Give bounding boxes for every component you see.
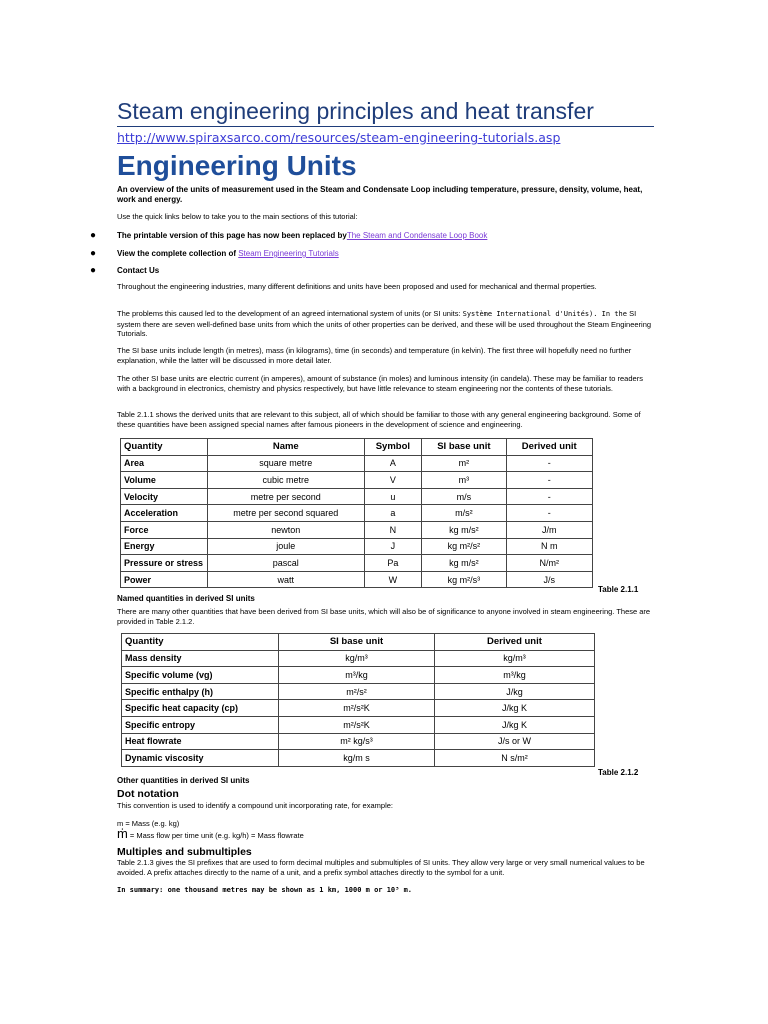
table-header: Derived unit <box>434 634 594 651</box>
table-cell: A <box>364 455 422 472</box>
bullet-icon: ● <box>90 230 97 241</box>
table-cell: metre per second <box>208 488 365 505</box>
paragraph <box>117 826 655 841</box>
table-cell: u <box>364 488 422 505</box>
table-cell: m³/kg <box>279 667 435 684</box>
table-header: Name <box>208 439 365 456</box>
paragraph-text: = Mass flow per time unit (e.g. kg/h) = Mass flowrate <box>127 831 304 840</box>
table-cell: W <box>364 571 422 588</box>
table-row <box>121 505 593 522</box>
table-cell: pascal <box>208 555 365 572</box>
table-cell: m² kg/s³ <box>279 733 435 750</box>
table-cell: Specific volume (vg) <box>122 667 279 684</box>
table-cell: N/m² <box>506 555 593 572</box>
paragraph: This convention is used to identify a compound unit incorporating rate, for example: <box>117 801 393 810</box>
table-header: Derived unit <box>506 439 593 456</box>
bullet-item <box>90 248 339 259</box>
bullet-text: View the complete collection of <box>117 249 239 258</box>
table-2-1-1 <box>120 438 593 588</box>
table-row <box>121 538 593 555</box>
bullet-item[interactable] <box>90 265 159 276</box>
table-cell: Energy <box>121 538 208 555</box>
bullet-icon: ● <box>90 248 97 259</box>
table-row <box>122 716 595 733</box>
table-row <box>122 700 595 717</box>
table-row <box>121 555 593 572</box>
table-cell: J/kg <box>434 683 594 700</box>
table-cell: Force <box>121 521 208 538</box>
table-cell: kg m/s² <box>422 521 506 538</box>
table-cell: kg/m³ <box>434 650 594 667</box>
table-cell: Velocity <box>121 488 208 505</box>
table-row <box>122 683 595 700</box>
table-cell: Pa <box>364 555 422 572</box>
section-heading: Multiples and submultiples <box>117 846 252 858</box>
table-cell: m² <box>422 455 506 472</box>
table-row <box>122 667 595 684</box>
table-header: SI base unit <box>279 634 435 651</box>
table-cell: Heat flowrate <box>122 733 279 750</box>
summary-text: In summary: one thousand metres may be shown as 1 km, 1000 m or 10³ m. <box>117 886 413 894</box>
section-heading: Dot notation <box>117 788 179 800</box>
table-subcaption: Other quantities in derived SI units <box>117 776 250 785</box>
table-cell: Mass density <box>122 650 279 667</box>
table-cell: a <box>364 505 422 522</box>
table-cell: V <box>364 472 422 489</box>
book-link[interactable]: The Steam and Condensate Loop Book <box>346 231 488 240</box>
table-cell: N s/m² <box>434 750 594 767</box>
table-row <box>121 455 593 472</box>
quicklinks-text: Use the quick links below to take you to the main sections of this tutorial: <box>117 212 358 221</box>
table-header: Quantity <box>121 439 208 456</box>
m-dot-symbol: ṁ <box>117 826 128 841</box>
paragraph-text: SI system there are seven well-defined base units from which the units of other properties can be derived, and these will be used throughout the Steam Engineering Tutorials. <box>117 309 652 338</box>
intro-text: An overview of the units of measurement used in the Steam and Condensate Loop including temperature, pressure, density, volume, heat, work and energy. <box>117 185 643 204</box>
table-cell: m²/s²K <box>279 716 435 733</box>
table-row <box>121 488 593 505</box>
table-cell: m/s² <box>422 505 506 522</box>
paragraph: The SI base units include length (in metres), mass (in kilograms), time (in seconds) and temperature (in kelvin). The first three will hopefully need no further explanation, while the latter will be discussed in more detail later. <box>117 346 632 365</box>
table-caption: Table 2.1.2 <box>598 768 639 777</box>
table-cell: kg/m³ <box>279 650 435 667</box>
table-2-1-2 <box>121 633 595 767</box>
bullet-text: The printable version of this page has now been replaced by <box>117 231 347 240</box>
table-cell: - <box>506 472 593 489</box>
table-cell: newton <box>208 521 365 538</box>
table-subcaption: Named quantities in derived SI units <box>117 594 255 603</box>
table-cell: m²/s²K <box>279 700 435 717</box>
bullet-item <box>90 230 487 241</box>
table-cell: J/m <box>506 521 593 538</box>
table-cell: metre per second squared <box>208 505 365 522</box>
table-row <box>122 750 595 767</box>
table-cell: Pressure or stress <box>121 555 208 572</box>
tutorials-link[interactable]: Steam Engineering Tutorials <box>238 249 339 258</box>
table-cell: Specific enthalpy (h) <box>122 683 279 700</box>
table-cell: Area <box>121 455 208 472</box>
paragraph: m = Mass (e.g. kg) <box>117 819 180 828</box>
page-title: Engineering Units <box>117 150 357 181</box>
table-cell: square metre <box>208 455 365 472</box>
table-cell: m³/kg <box>434 667 594 684</box>
table-cell: kg m/s² <box>422 555 506 572</box>
table-cell: - <box>506 455 593 472</box>
table-cell: m²/s² <box>279 683 435 700</box>
table-caption: Table 2.1.1 <box>598 585 639 594</box>
table-cell: Dynamic viscosity <box>122 750 279 767</box>
table-cell: J/kg K <box>434 716 594 733</box>
paragraph <box>117 309 655 339</box>
table-cell: J <box>364 538 422 555</box>
table-cell: Acceleration <box>121 505 208 522</box>
table-cell: cubic metre <box>208 472 365 489</box>
source-url-link[interactable]: http://www.spiraxsarco.com/resources/steam-engineering-tutorials.asp <box>117 130 561 145</box>
table-header: Quantity <box>122 634 279 651</box>
table-cell: - <box>506 488 593 505</box>
table-cell: watt <box>208 571 365 588</box>
paragraph: Table 2.1.3 gives the SI prefixes that are used to form decimal multiples and submultiples of SI units. They allow very large or very small numerical values to be avoided. A prefix attaches directly to the name of a unit, and a prefix symbol attaches directly to the symbol for a unit. <box>117 858 645 877</box>
table-cell: m/s <box>422 488 506 505</box>
table-cell: N m <box>506 538 593 555</box>
table-cell: - <box>506 505 593 522</box>
table-row <box>122 650 595 667</box>
table-cell: Power <box>121 571 208 588</box>
table-header-row <box>121 439 593 456</box>
table-cell: J/kg K <box>434 700 594 717</box>
table-row <box>121 472 593 489</box>
table-cell: Specific heat capacity (cp) <box>122 700 279 717</box>
table-cell: J/s <box>506 571 593 588</box>
paragraph: Table 2.1.1 shows the derived units that are relevant to this subject, all of which should be familiar to those with any general engineering background. Some of these quantities have been assigned special names after famous pioneers in the development of science and engineering. <box>117 410 641 429</box>
table-cell: N <box>364 521 422 538</box>
table-cell: joule <box>208 538 365 555</box>
table-cell: kg/m s <box>279 750 435 767</box>
bullet-icon: ● <box>90 265 97 276</box>
table-header: Symbol <box>364 439 422 456</box>
site-title: Steam engineering principles and heat transfer <box>117 98 594 124</box>
table-row <box>121 521 593 538</box>
paragraph: The other SI base units are electric current (in amperes), amount of substance (in moles) and luminous intensity (in candela). These may be familiar to readers with a background in electronics, chemistry and physics respectively, but have little relevance to steam engineering nor the contents of these tutorials. <box>117 374 643 393</box>
table-cell: kg m²/s² <box>422 538 506 555</box>
si-name-text: Système International d'Unités). In the <box>462 310 627 318</box>
contact-us-link[interactable]: Contact Us <box>117 266 160 275</box>
table-row <box>122 733 595 750</box>
table-cell: Volume <box>121 472 208 489</box>
paragraph: There are many other quantities that have been derived from SI base units, which will also be of significance to anyone involved in steam engineering. These are provided in Table 2.1.2. <box>117 607 651 626</box>
table-cell: kg m²/s³ <box>422 571 506 588</box>
paragraph: Throughout the engineering industries, many different definitions and units have been proposed and used for mechanical and thermal properties. <box>117 282 597 291</box>
title-rule <box>117 126 654 127</box>
table-cell: m³ <box>422 472 506 489</box>
table-cell: Specific entropy <box>122 716 279 733</box>
table-row <box>121 571 593 588</box>
table-cell: J/s or W <box>434 733 594 750</box>
table-header-row <box>122 634 595 651</box>
table-header: SI base unit <box>422 439 506 456</box>
paragraph-text: The problems this caused led to the development of an agreed international system of units (or SI units: <box>117 309 463 318</box>
